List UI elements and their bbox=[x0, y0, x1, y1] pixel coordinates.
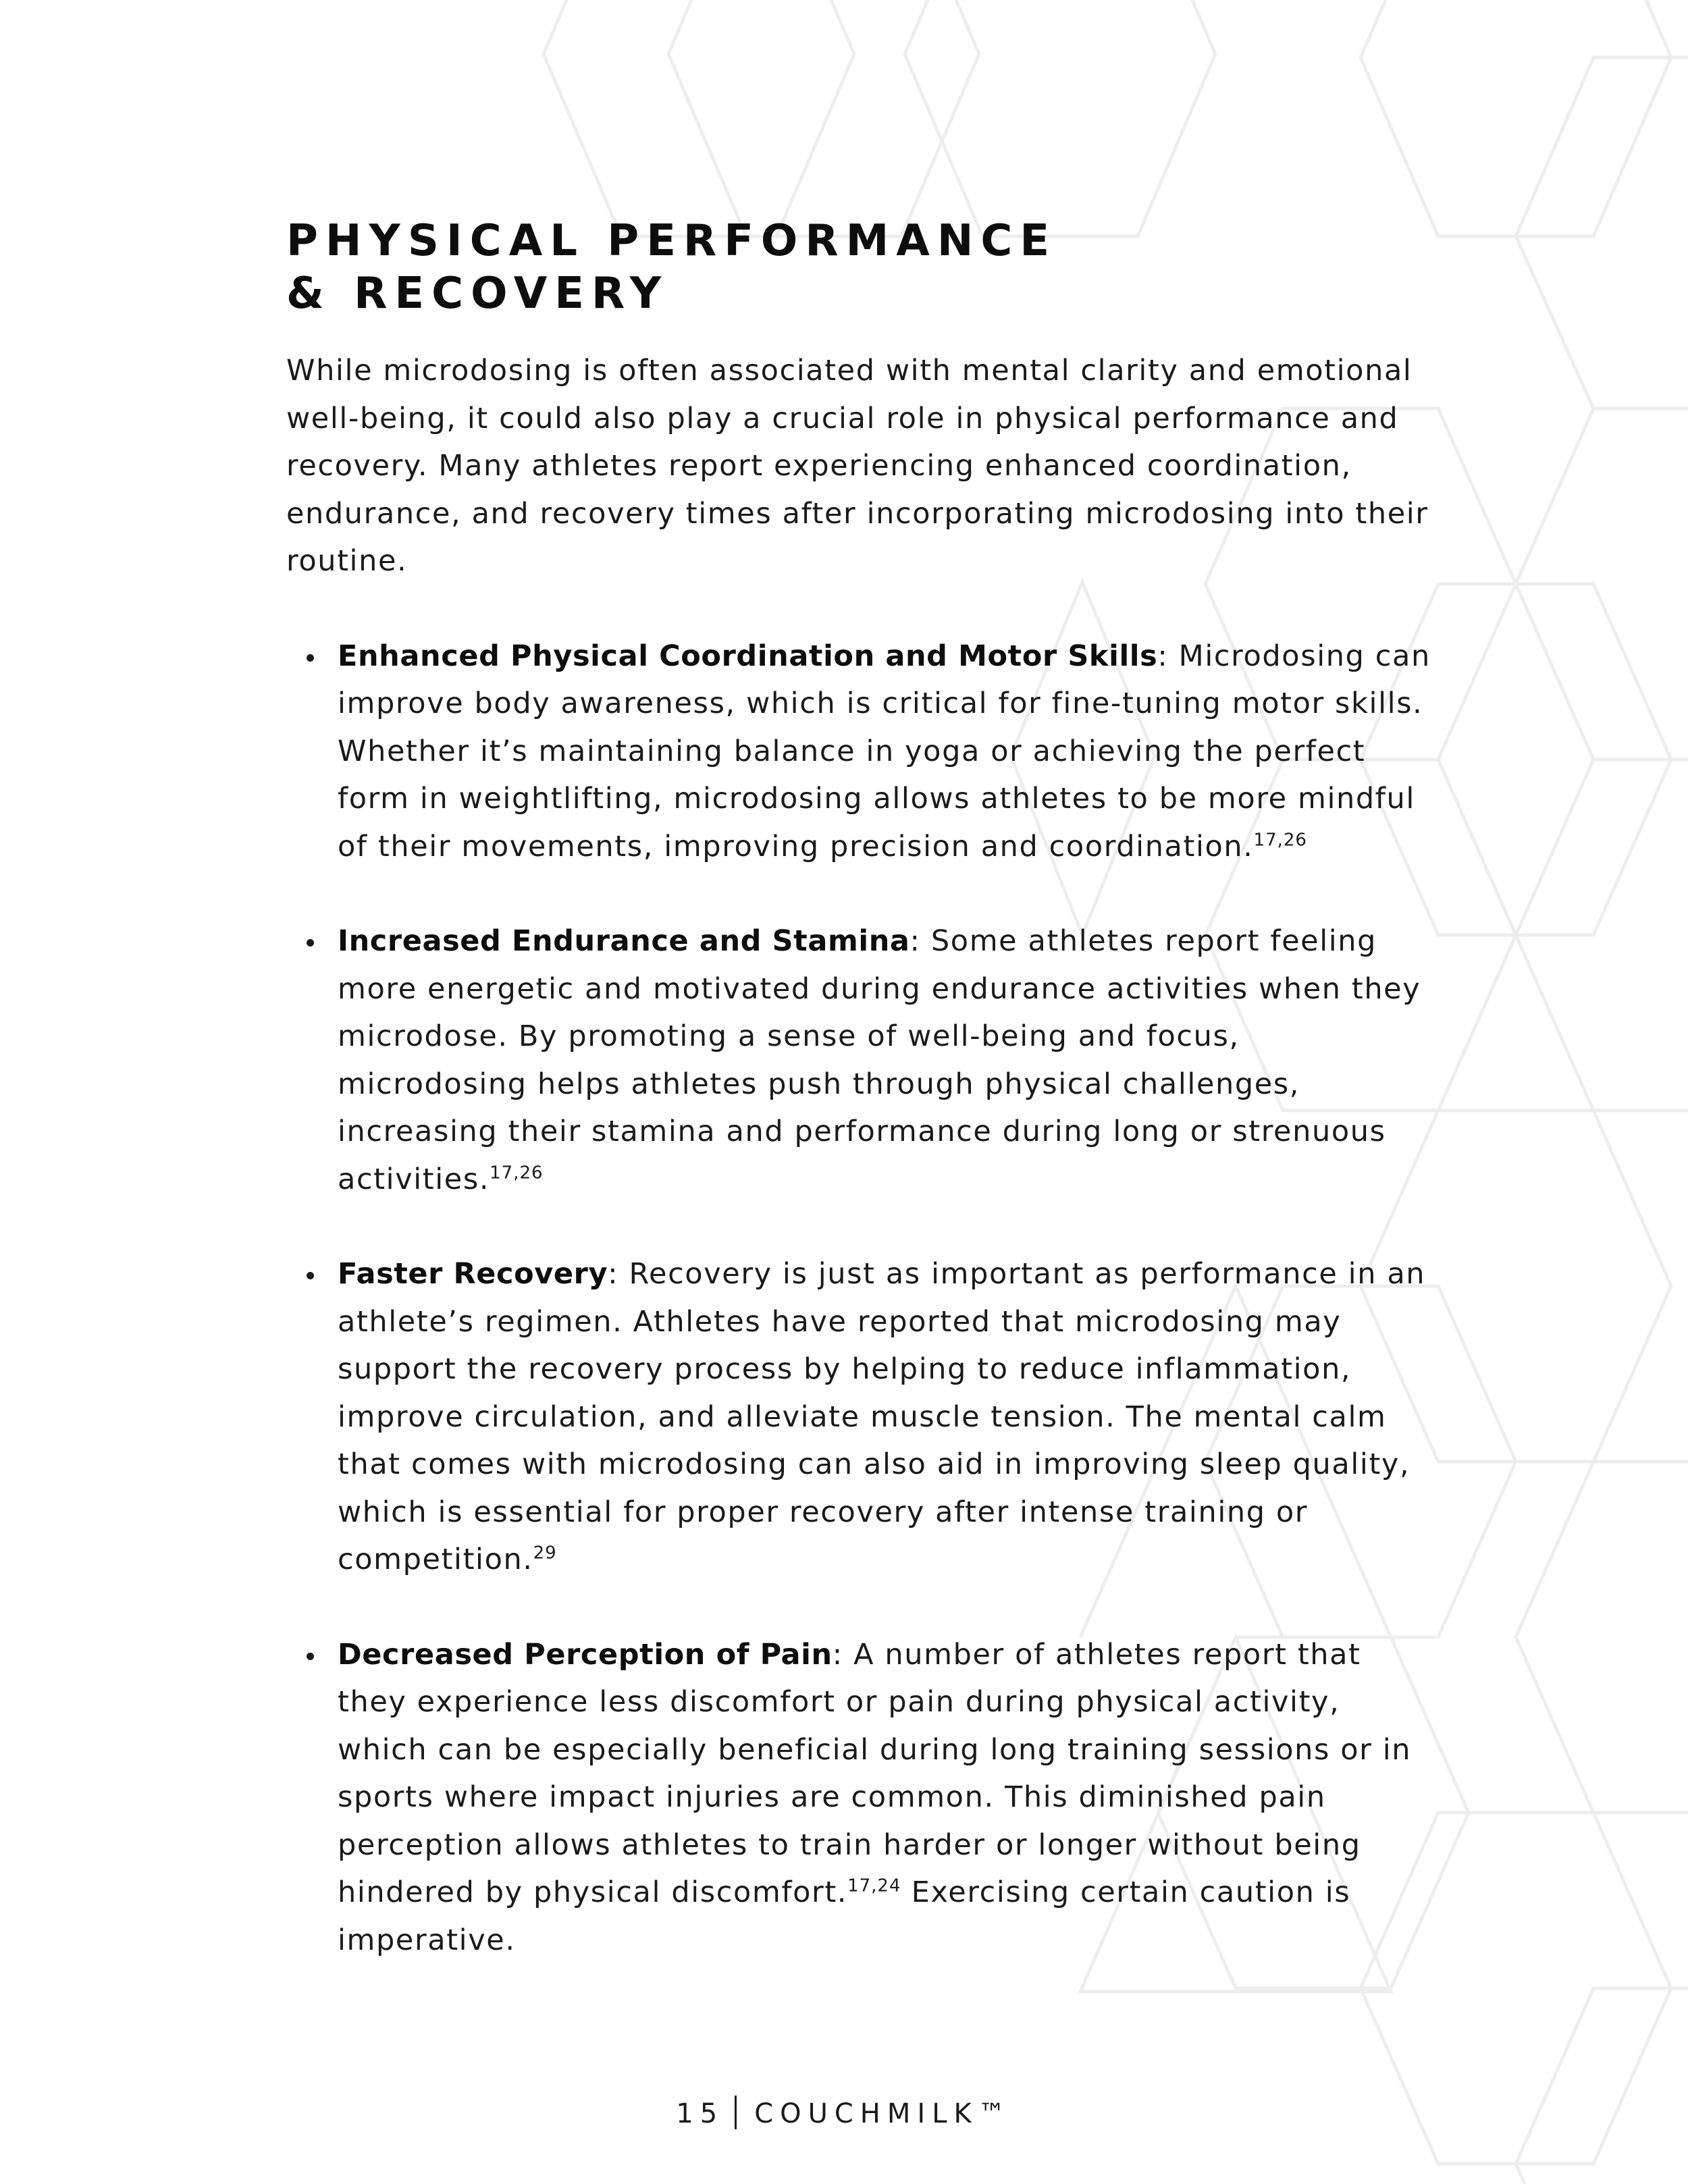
bg-hexagon bbox=[1516, 57, 1688, 408]
bg-hexagon bbox=[1516, 1988, 1688, 2184]
bullet-dot bbox=[307, 1272, 314, 1279]
page-title bbox=[286, 215, 1434, 320]
footer-divider bbox=[735, 2096, 737, 2129]
list-item bbox=[286, 1250, 1434, 1584]
bullet-term: Faster Recovery bbox=[338, 1257, 608, 1291]
citation-ref: 17,26 bbox=[1253, 830, 1307, 851]
bullet-body: : Some athletes report feeling more energetic and motivated during endurance activities when they microdose. By promoting a sense of well-being and focus, microdosing helps athletes push through physical challenges, increasing their stamina and performance during long or strenuous activities. bbox=[338, 924, 1421, 1196]
bullet-dot bbox=[307, 939, 314, 947]
intro-paragraph: While microdosing is often associated with mental clarity and emotional well-being, it could also play a crucial role in physical performance and recovery. Many athletes report experiencing enhanced coordination, endurance, and recovery times after incorporating microdosing into their routine. bbox=[286, 354, 1429, 578]
bg-hexagon bbox=[1516, 1462, 1688, 1813]
page-footer bbox=[0, 2098, 1688, 2132]
page-content bbox=[286, 215, 1434, 2011]
bullet-body: : Microdosing can improve body awareness, which is critical for fine-tuning motor skills. Whether it’s maintaining balance in yoga or achieving the perfect form in weightlifting, microdosing allows athletes to be more mindful of their movements, improving precision and coordination. bbox=[338, 639, 1431, 863]
bg-hexagon bbox=[1361, 0, 1671, 236]
bullet-term: Increased Endurance and Stamina bbox=[338, 924, 910, 958]
brand-name: COUCHMILK™ bbox=[754, 2098, 1012, 2129]
citation-ref: 17,26 bbox=[490, 1163, 544, 1183]
list-item bbox=[286, 633, 1434, 871]
list-item bbox=[286, 917, 1434, 1203]
bg-hexagon bbox=[544, 0, 854, 236]
citation-ref: 17,24 bbox=[847, 1875, 901, 1896]
title-line-1: PHYSICAL PERFORMANCE bbox=[286, 216, 1057, 266]
title-line-2: & RECOVERY bbox=[286, 269, 669, 319]
list-item bbox=[286, 1631, 1434, 1965]
bullet-dot bbox=[307, 654, 314, 662]
citation-ref: 29 bbox=[533, 1543, 557, 1564]
bullet-body: : A number of athletes report that they experience less discomfort or pain during physical activity, which can be especially beneficial during long training sessions or in sports where impact injuries are common. This diminished pain perception allows athletes to train harder or longer without being hindered by physical discomfort. bbox=[338, 1637, 1412, 1909]
bullet-term: Decreased Perception of Pain bbox=[338, 1637, 833, 1672]
bullet-dot bbox=[307, 1653, 314, 1660]
bullet-term: Enhanced Physical Coordination and Motor Skills bbox=[338, 639, 1158, 673]
bullet-tail: Exercising certain caution is imperative. bbox=[338, 1875, 1351, 1957]
page-number: 15 bbox=[676, 2098, 724, 2129]
bullet-body: : Recovery is just as important as performance in an athlete’s regimen. Athletes have reported that microdosing may support the recovery process by helping to reduce inflammation, improve circulation, and alleviate muscle tension. The mental calm that comes with microdosing can also aid in improving sleep quality, which is essential for proper recovery after intense training or competition. bbox=[338, 1257, 1426, 1576]
benefits-list bbox=[286, 633, 1434, 1965]
